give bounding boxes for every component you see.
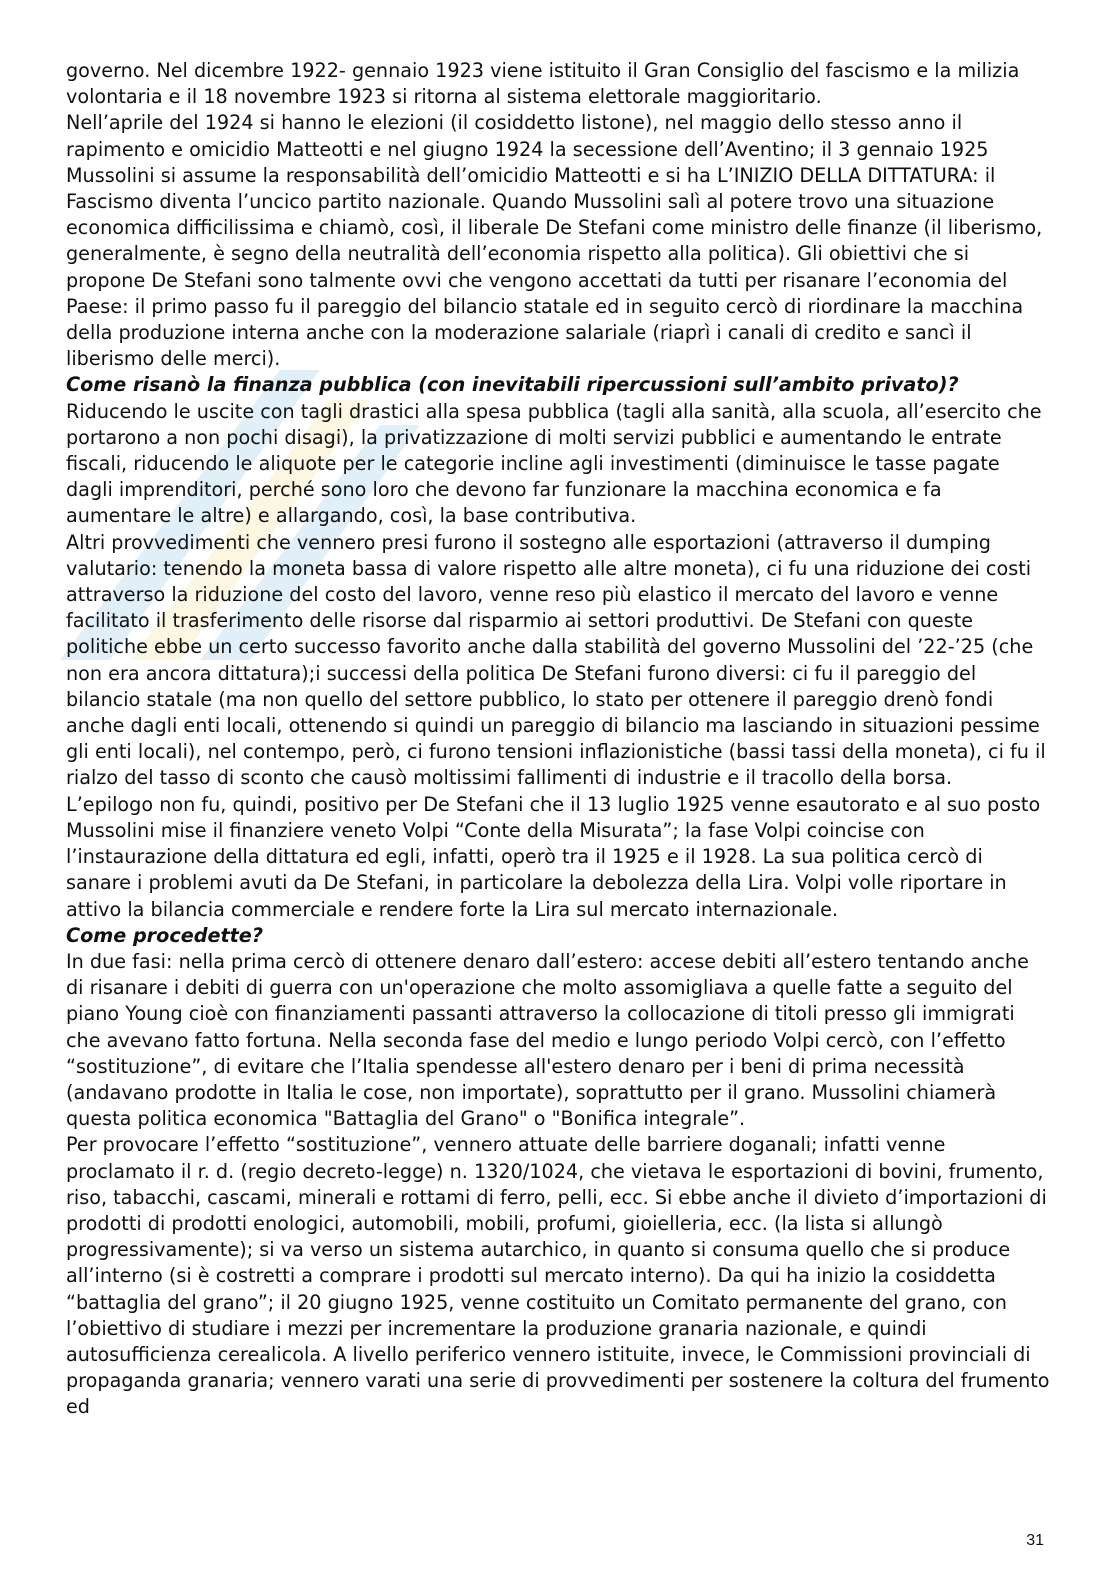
page-content <box>66 58 1052 1421</box>
paragraph-effetto-sostituzione: Per provocare l’effetto “sostituzione”, vennero attuate delle barriere doganali; infatti venne proclamato il r. d. (regio decreto-legge) n. 1320/1024, che vietava le esportazioni di bovini, frumento, riso, tabacchi, cascami, minerali e rottami di ferro, pelli, ecc. Si ebbe anche il divieto d’importazioni di prodotti di prodotti enologici, automobili, mobili, profumi, gioielleria, ecc. (la lista si allungò progressivamente); si va verso un sistema autarchico, in quanto si consuma quello che si produce all’interno (si è costretti a comprare i prodotti sul mercato interno). Da qui ha inizio la cosiddetta “battaglia del grano”; il 20 giugno 1925, venne costituito un Comitato permanente del grano, con l’obiettivo di studiare i mezzi per incrementare la produzione granaria nazionale, e quindi autosufficienza cerealicola. A livello periferico vennero istituite, invece, le Commissioni provinciali di propaganda granaria; vennero varati una serie di provvedimenti per sostenere la coltura del frumento ed <box>66 1133 1050 1419</box>
heading-come-procedette: Come procedette? <box>66 923 263 947</box>
paragraph-altri-provvedimenti: Altri provvedimenti che vennero presi furono il sostegno alle esportazioni (attraverso il dumping valutario: tenendo la moneta bassa di valore rispetto alle altre moneta), ci fu una riduzione dei costi attraverso la riduzione del costo del lavoro, venne reso più elastico il mercato del lavoro e venne facilitato il trasferimento delle risorse dal risparmio ai settori produttivi. De Stefani con queste politiche ebbe un certo successo favorito anche dalla stabilità del governo Mussolini del ’22-’25 (che non era ancora dittatura);i successi della politica De Stefani furono diversi: ci fu il pareggio del bilancio statale (ma non quello del settore pubblico, lo stato per ottenere il pareggio drenò fondi anche dagli enti locali, ottenendo si quindi un pareggio di bilancio ma lasciando in situazioni pessime gli enti locali), nel contempo, però, ci furono tensioni inflazionistiche (bassi tassi della moneta), ci fu il rialzo del tasso di sconto che causò moltissimi fallimenti di industrie e il tracollo della borsa. <box>66 530 1046 790</box>
paragraph-due-fasi: In due fasi: nella prima cercò di ottenere denaro dall’estero: accese debiti all’estero tentando anche di risanare i debiti di guerra con un'operazione che molto assomigliava a quelle fatte a seguito del piano Young cioè con finanziamenti passanti attraverso la collocazione di titoli presso gli immigrati che avevano fatto fortuna. Nella seconda fase del medio e lungo periodo Volpi cercò, con l’effetto “sostituzione”, di evitare che l’Italia spendesse all'estero denaro per i beni di prima necessità (andavano prodotte in Italia le cose, non importate), soprattutto per il grano. Mussolini chiamerà questa politica economica "Battaglia del Grano" o "Bonifica integrale”. <box>66 949 1029 1131</box>
heading-finanza-pubblica: Come risanò la finanza pubblica (con inevitabili ripercussioni sull’ambito privato)? <box>66 373 959 397</box>
paragraph-riducendo-uscite: Riducendo le uscite con tagli drastici alla spesa pubblica (tagli alla sanità, alla scuola, all’esercito che portarono a non pochi disagi), la privatizzazione di molti servizi pubblici e aumentando le entrate fiscali, riducendo le aliquote per le categorie incline agli investimenti (diminuisce le tasse pagate dagli imprenditori, perché sono loro che devono far funzionare la macchina economica e fa aumentare le altre) e allargando, così, la base contributiva. <box>66 399 1042 528</box>
paragraph-epilogo: L’epilogo non fu, quindi, positivo per De Stefani che il 13 luglio 1925 venne esautorato e al suo posto Mussolini mise il finanziere veneto Volpi “Conte della Misurata”; la fase Volpi coincise con l’instaurazione della dittatura ed egli, infatti, operò tra il 1925 e il 1928. La sua politica cercò di sanare i problemi avuti da De Stefani, in particolare la debolezza della Lira. Volpi volle riportare in attivo la bilancia commerciale e rendere forte la Lira sul mercato internazionale. <box>66 792 1041 921</box>
page-number: 31 <box>1026 1532 1044 1549</box>
paragraph-governo: governo. Nel dicembre 1922- gennaio 1923 viene istituito il Gran Consiglio del fascismo e la milizia volontaria e il 18 novembre 1923 si ritorna al sistema elettorale maggioritario. <box>66 59 1020 109</box>
paragraph-elezioni-1924: Nell’aprile del 1924 si hanno le elezioni (il cosiddetto listone), nel maggio dello stesso anno il rapimento e omicidio Matteotti e nel giugno 1924 la secessione dell’Aventino; il 3 gennaio 1925 Mussolini si assume la responsabilità dell’omicidio Matteotti e si ha L’INIZIO DELLA DITTATURA: il Fascismo diventa l’uncico partito nazionale. Quando Mussolini salì al potere trovo una situazione economica difficilissima e chiamò, così, il liberale De Stefani come ministro delle finanze (il liberismo, generalmente, è segno della neutralità dell’economia rispetto alla politica). Gli obiettivi che si propone De Stefani sono talmente ovvi che vengono accettati da tutti per risanare l’economia del Paese: il primo passo fu il pareggio del bilancio statale ed in seguito cercò di riordinare la macchina della produzione interna anche con la moderazione salariale (riaprì i canali di credito e sancì il liberismo delle merci). <box>66 111 1043 371</box>
